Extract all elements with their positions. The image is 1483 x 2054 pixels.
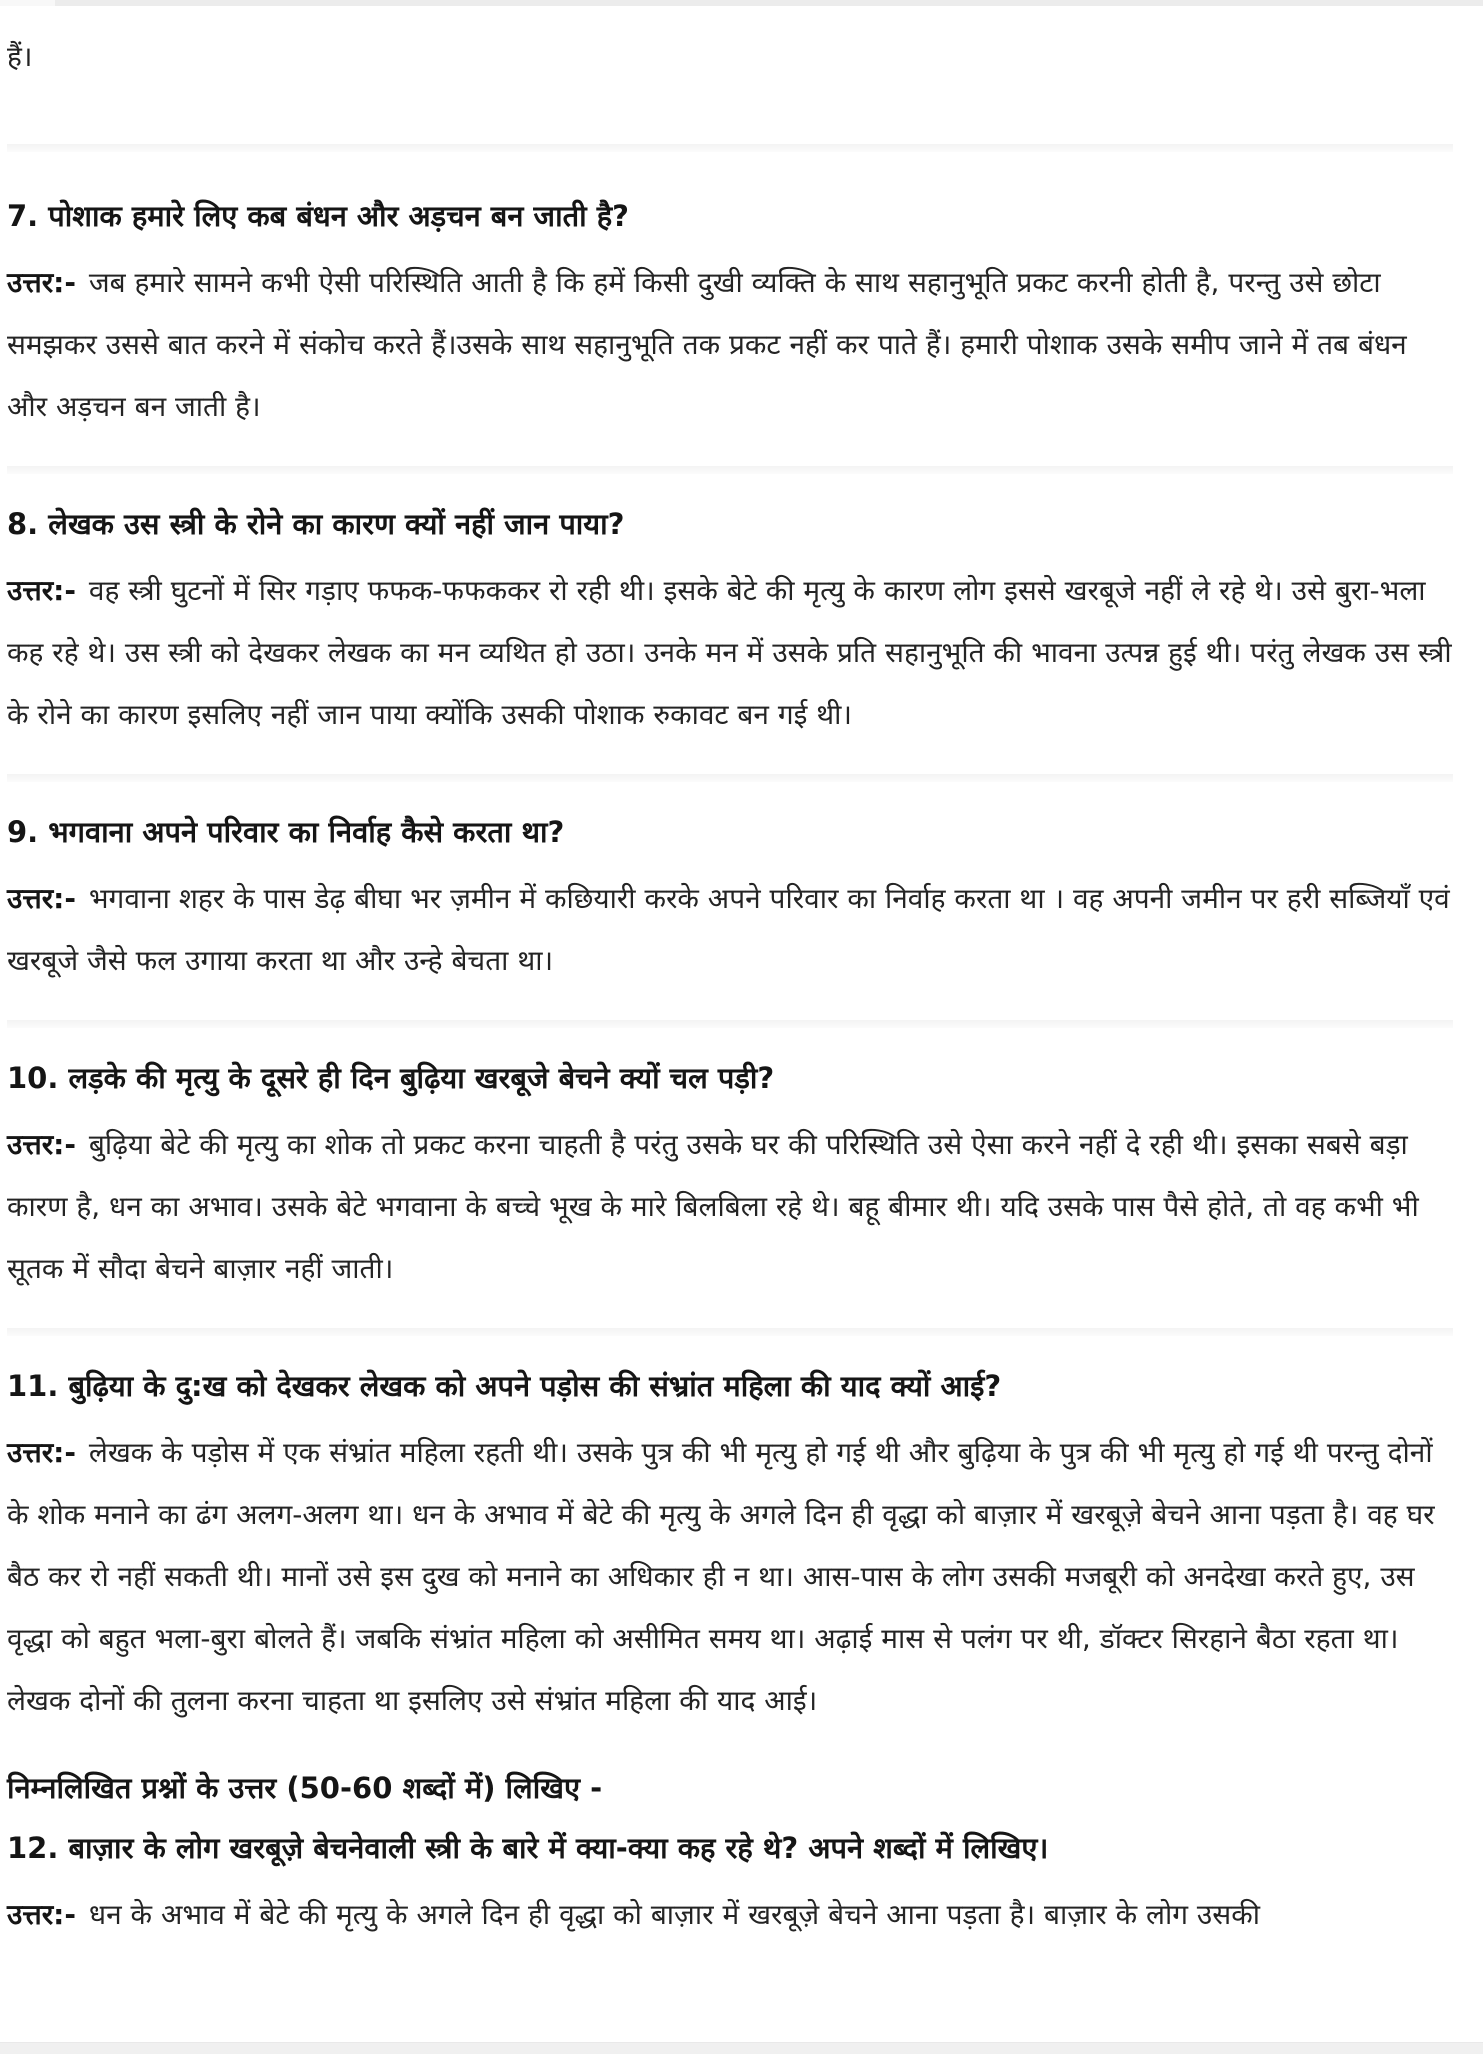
question-9-heading: 9. भगवाना अपने परिवार का निर्वाह कैसे करता था?: [7, 815, 565, 849]
top-toolbar-edge-left-segment: [0, 0, 55, 6]
answer-prefix-label: उत्तर:-: [7, 1436, 76, 1469]
answer-prefix-label: उत्तर:-: [7, 266, 76, 299]
section-divider: [7, 466, 1453, 474]
qa-section-12: [7, 1828, 1453, 1946]
answer-9-text: भगवाना शहर के पास डेढ़ बीघा भर ज़मीन में कछियारी करके अपने परिवार का निर्वाह करता था । वह अपनी जमीन पर हरी सब्जियॉं एवं खरबूजे जैसे फल उगाया करता था और उन्हे बेचता था।: [7, 882, 1450, 977]
question-10-heading: 10. लड़के की मृत्यु के दूसरे ही दिन बुढ़िया खरबूजे बेचने क्यों चल पड़ी?: [7, 1061, 775, 1095]
answer-7-paragraph: [7, 252, 1453, 438]
previous-answer-fragment: हैं।: [7, 40, 33, 73]
document-body: [0, 34, 1483, 1946]
bottom-page-edge: [0, 2042, 1483, 2054]
answer-10-paragraph: [7, 1114, 1453, 1300]
answer-10-text: बुढ़िया बेटे की मृत्यु का शोक तो प्रकट करना चाहती है परंतु उसके घर की परिस्थिति उसे ऐसा करने नहीं दे रही थी। इसका सबसे बड़ा कारण है, धन का अभाव। उसके बेटे भगवाना के बच्चे भूख के मारे बिलबिला रहे थे। बहू बीमार थी। यदि उसके पास पैसे होते, तो वह कभी भी सूतक में सौदा बेचने बाज़ार नहीं जाती।: [7, 1128, 1419, 1285]
question-11-heading: 11. बुढ़िया के दु:ख को देखकर लेखक को अपने पड़ोस की संभ्रांत महिला की याद क्यों आई?: [7, 1369, 1002, 1403]
qa-section-7: [7, 196, 1453, 438]
qa-section-8: [7, 504, 1453, 746]
answer-11-paragraph: [7, 1422, 1453, 1732]
answer-7-text: जब हमारे सामने कभी ऐसी परिस्थिति आती है कि हमें किसी दुखी व्यक्ति के साथ सहानुभूति प्रकट करनी होती है, परन्तु उसे छोटा समझकर उससे बात करने में संकोच करते हैं।उसके साथ सहानुभूति तक प्रकट नहीं कर पाते हैं। हमारी पोशाक उसके समीप जाने में तब बंधन और अड़चन बन जाती है।: [7, 266, 1407, 423]
question-7-heading: 7. पोशाक हमारे लिए कब बंधन और अड़चन बन जाती है?: [7, 199, 629, 233]
section-divider: [7, 1020, 1453, 1028]
answer-9-paragraph: [7, 868, 1453, 992]
answer-prefix-label: उत्तर:-: [7, 1898, 76, 1931]
answer-12-text: धन के अभाव में बेटे की मृत्यु के अगले दिन ही वृद्धा को बाज़ार में खरबूज़े बेचने आना पड़ता है। बाज़ार के लोग उसकी: [88, 1898, 1260, 1931]
answer-prefix-label: उत्तर:-: [7, 882, 76, 915]
answer-8-paragraph: [7, 560, 1453, 746]
question-8-heading: 8. लेखक उस स्त्री के रोने का कारण क्यों नहीं जान पाया?: [7, 507, 625, 541]
answer-8-text: वह स्त्री घुटनों में सिर गड़ाए फफक-फफककर रो रही थी। इसके बेटे की मृत्यु के कारण लोग इससे खरबूजे नहीं ले रहे थे। उसे बुरा-भला कह रहे थे। उस स्त्री को देखकर लेखक का मन व्यथित हो उठा। उनके मन में उसके प्रति सहानुभूति की भावना उत्पन्न हुई थी। परंतु लेखक उस स्त्री के रोने का कारण इसलिए नहीं जान पाया क्योंकि उसकी पोशाक रुकावट बन गई थी।: [7, 574, 1452, 731]
section-divider: [7, 774, 1453, 782]
qa-section-9: [7, 812, 1453, 992]
section-divider: [7, 1328, 1453, 1336]
qa-section-11: [7, 1366, 1453, 1732]
top-toolbar-edge: [0, 0, 1483, 6]
answer-prefix-label: उत्तर:-: [7, 574, 76, 607]
qa-section-10: [7, 1058, 1453, 1300]
word-limit-instruction-heading: निम्नलिखित प्रश्नों के उत्तर (50-60 शब्दों में) लिखिए -: [7, 1771, 603, 1805]
answer-11-text: लेखक के पड़ोस में एक संभ्रांत महिला रहती थी। उसके पुत्र की भी मृत्यु हो गई थी और बुढ़िया के पुत्र की भी मृत्यु हो गई थी परन्तु दोनों के शोक मनाने का ढंग अलग-अलग था। धन के अभाव में बेटे की मृत्यु के अगले दिन ही वृद्धा को बाज़ार में खरबूज़े बेचने आना पड़ता है। वह घर बैठ कर रो नहीं सकती थी। मानों उसे इस दुख को मनाने का अधिकार ही न था। आस-पास के लोग उसकी मजबूरी को अनदेखा करते हुए, उस वृद्धा को बहुत भला-बुरा बोलते हैं। जबकि संभ्रांत महिला को असीमित समय था। अढ़ाई मास से पलंग पर थी, डॉक्टर सिरहाने बैठा रहता था। लेखक दोनों की तुलना करना चाहता था इसलिए उसे संभ्रांत महिला की याद आई।: [7, 1436, 1435, 1717]
question-12-heading: 12. बाज़ार के लोग खरबूज़े बेचनेवाली स्त्री के बारे में क्या-क्या कह रहे थे? अपने शब्दों में लिखिए।: [7, 1831, 1049, 1865]
section-divider: [7, 144, 1453, 152]
answer-prefix-label: उत्तर:-: [7, 1128, 76, 1161]
answer-12-paragraph: [7, 1884, 1453, 1946]
